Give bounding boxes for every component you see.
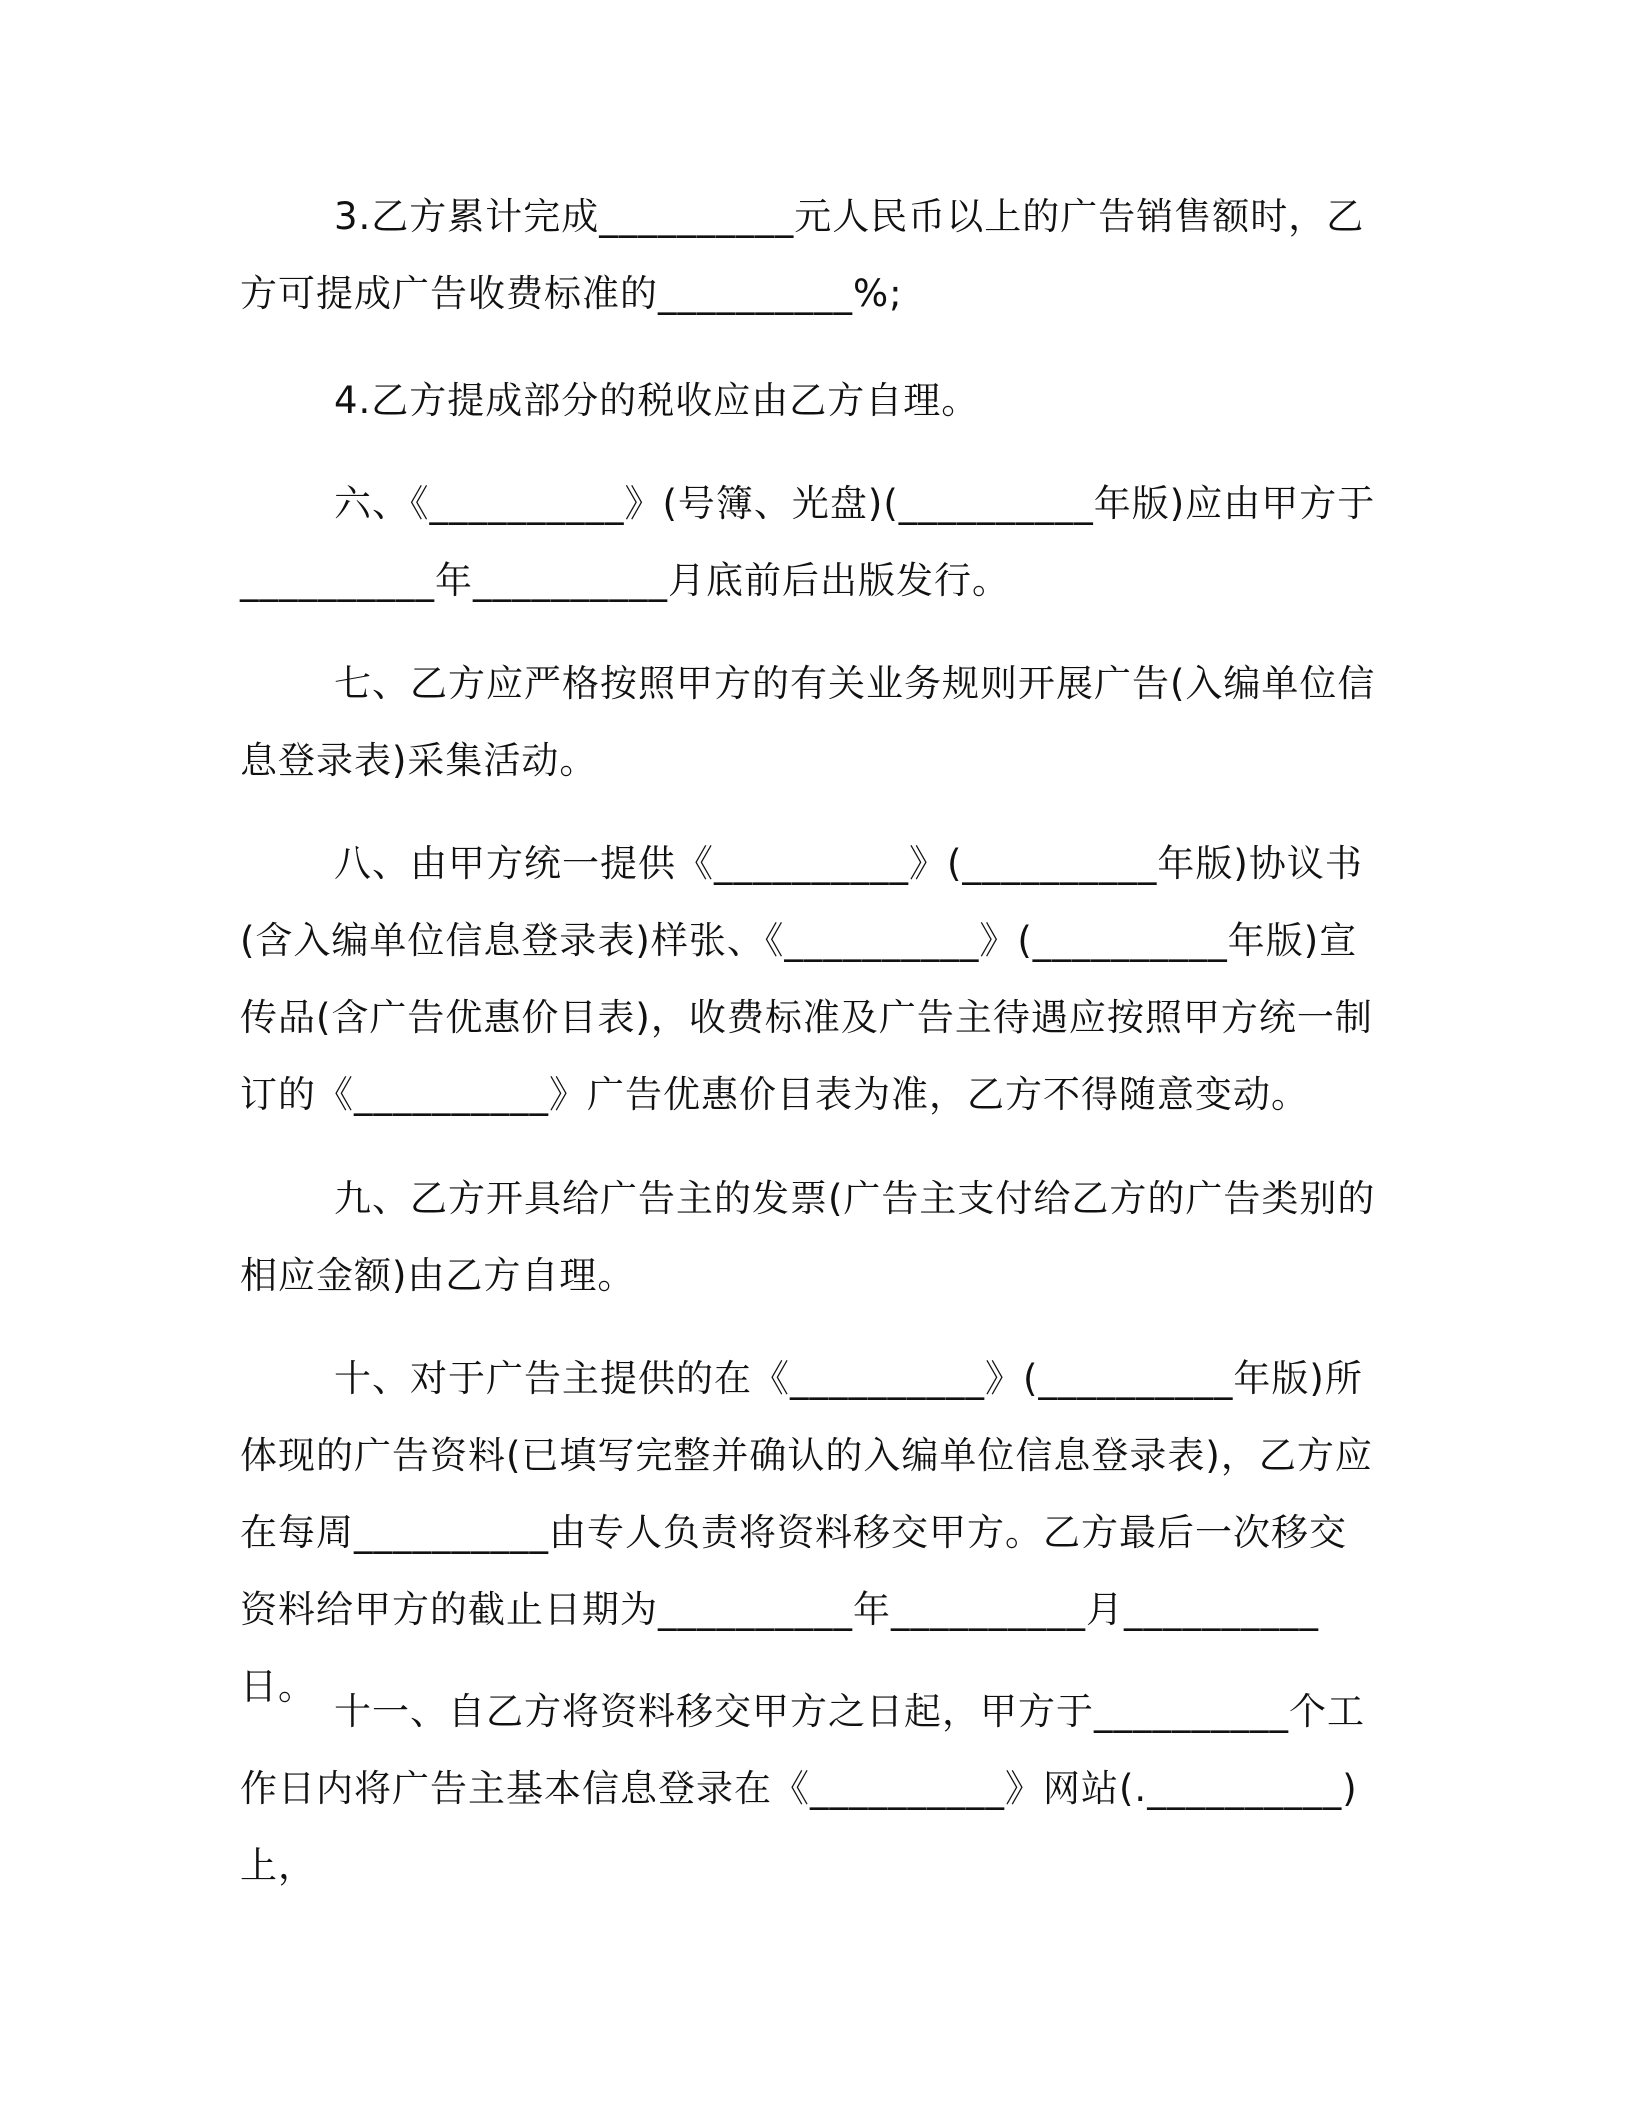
clause-4-commission-tax: 4.乙方提成部分的税收应由乙方自理。 xyxy=(334,379,980,422)
clause-7-business-rules: 七、乙方应严格按照甲方的有关业务规则开展广告(入编单位信息登录表)采集活动。 xyxy=(240,662,1376,782)
clause-3-commission-threshold: 3.乙方累计完成__________元人民币以上的广告销售额时，乙方可提成广告收费标准的__________%; xyxy=(240,195,1365,315)
clause-10-materials-handover: 十、对于广告主提供的在《__________》(__________年版)所体现的广告资料(已填写完整并确认的入编单位信息登录表)，乙方应在每周__________由专人负责将资料移交甲方。乙方最后一次移交资料给甲方的截止日期为__________年__________月__________日。 xyxy=(240,1357,1373,1708)
clause-8-materials: 八、由甲方统一提供《__________》(__________年版)协议书(含入编单位信息登录表)样张、《__________》(__________年版)宣传品(含广告优惠价目表)，收费标准及广告主待遇应按照甲方统一制订的《__________》广告优惠价目表为准，乙方不得随意变动。 xyxy=(240,842,1373,1116)
clause-6-publication: 六、《__________》(号簿、光盘)(__________年版)应由甲方于__________年__________月底前后出版发行。 xyxy=(240,482,1376,602)
clause-9-invoice: 九、乙方开具给广告主的发票(广告主支付给乙方的广告类别的相应金额)由乙方自理。 xyxy=(240,1177,1376,1297)
clause-11-website-registration: 十一、自乙方将资料移交甲方之日起，甲方于__________个工作日内将广告主基本信息登录在《__________》网站(.__________)上， xyxy=(240,1690,1365,1887)
